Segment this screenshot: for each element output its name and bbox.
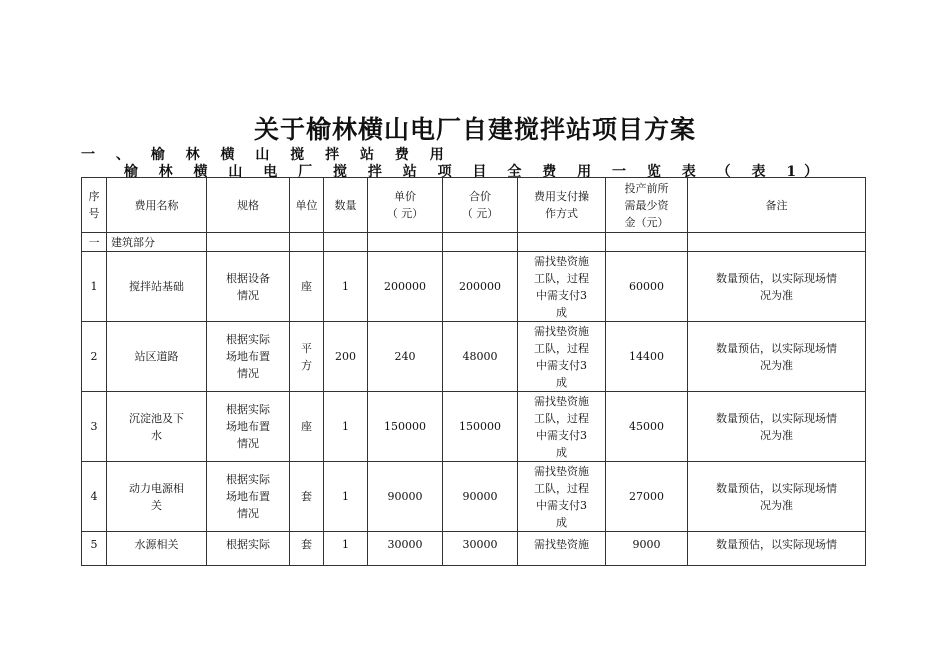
header-seq: 序号 (82, 178, 107, 233)
cell-min-fund: 9000 (606, 532, 688, 566)
category-seq: 一 (82, 233, 107, 252)
cell-seq: 4 (82, 462, 107, 532)
header-remark: 备注 (688, 178, 866, 233)
cell-payment: 需找垫资施 工队，过程 中需支付3 成 (518, 462, 606, 532)
cell-price: 90000 (368, 462, 443, 532)
cell-seq: 2 (82, 322, 107, 392)
table-header-row (82, 178, 866, 233)
cell-total: 90000 (443, 462, 518, 532)
cell-price: 240 (368, 322, 443, 392)
cell-payment: 需找垫资施 (518, 532, 606, 566)
cell-min-fund: 60000 (606, 252, 688, 322)
cell-spec: 根据实际 场地布置 情况 (207, 322, 290, 392)
cell-payment: 需找垫资施 工队，过程 中需支付3 成 (518, 322, 606, 392)
cell-qty: 1 (324, 532, 368, 566)
cell-seq: 5 (82, 532, 107, 566)
cell-remark: 数量预估，以实际现场情 况为准 (688, 462, 866, 532)
cell-seq: 1 (82, 252, 107, 322)
table-row (82, 252, 866, 322)
table-row (82, 392, 866, 462)
category-row (82, 233, 866, 252)
document-title: 关于榆林横山电厂自建搅拌站项目方案 (253, 115, 696, 144)
cell-name: 站区道路 (107, 322, 207, 392)
cell-payment: 需找垫资施 工队，过程 中需支付3 成 (518, 252, 606, 322)
cost-table (81, 177, 866, 566)
cell-remark: 数量预估，以实际现场情 况为准 (688, 392, 866, 462)
cell-price: 150000 (368, 392, 443, 462)
cell-spec: 根据实际 (207, 532, 290, 566)
cell-qty: 1 (324, 392, 368, 462)
header-unit: 单位 (290, 178, 324, 233)
header-payment: 费用支付操 作方式 (518, 178, 606, 233)
cell-total: 48000 (443, 322, 518, 392)
cell-total: 200000 (443, 252, 518, 322)
cell-name: 水源相关 (107, 532, 207, 566)
header-qty: 数量 (324, 178, 368, 233)
cell-qty: 1 (324, 252, 368, 322)
cell-name: 沉淀池及下 水 (107, 392, 207, 462)
cell-spec: 根据实际 场地布置 情况 (207, 392, 290, 462)
cell-remark: 数量预估，以实际现场情 (688, 532, 866, 566)
cell-unit: 平 方 (290, 322, 324, 392)
cell-total: 30000 (443, 532, 518, 566)
cell-unit: 套 (290, 462, 324, 532)
cell-price: 200000 (368, 252, 443, 322)
cell-unit: 座 (290, 252, 324, 322)
header-total: 合价 （ 元） (443, 178, 518, 233)
cell-payment: 需找垫资施 工队，过程 中需支付3 成 (518, 392, 606, 462)
header-name: 费用名称 (107, 178, 207, 233)
category-name: 建筑部分 (107, 233, 207, 252)
cell-min-fund: 14400 (606, 322, 688, 392)
header-min-fund: 投产前所 需最少资 金（元） (606, 178, 688, 233)
header-spec: 规格 (207, 178, 290, 233)
table-row (82, 322, 866, 392)
table-row (82, 532, 866, 566)
cell-qty: 200 (324, 322, 368, 392)
cell-spec: 根据设备 情况 (207, 252, 290, 322)
cell-total: 150000 (443, 392, 518, 462)
cell-remark: 数量预估，以实际现场情 况为准 (688, 252, 866, 322)
cell-price: 30000 (368, 532, 443, 566)
table-row (82, 462, 866, 532)
table-caption: 榆 林 横 山 电 厂 搅 拌 站 项 目 全 费 用 一 览 表 （ 表 1） (123, 164, 827, 180)
cell-seq: 3 (82, 392, 107, 462)
cell-min-fund: 45000 (606, 392, 688, 462)
section-heading: 一 、 榆 林 横 山 搅 拌 站 费 用 (81, 147, 452, 163)
cell-min-fund: 27000 (606, 462, 688, 532)
cell-spec: 根据实际 场地布置 情况 (207, 462, 290, 532)
cell-unit: 套 (290, 532, 324, 566)
cell-qty: 1 (324, 462, 368, 532)
cell-remark: 数量预估，以实际现场情 况为准 (688, 322, 866, 392)
cell-unit: 座 (290, 392, 324, 462)
cell-name: 动力电源相 关 (107, 462, 207, 532)
header-price: 单价 （ 元） (368, 178, 443, 233)
cell-name: 搅拌站基础 (107, 252, 207, 322)
